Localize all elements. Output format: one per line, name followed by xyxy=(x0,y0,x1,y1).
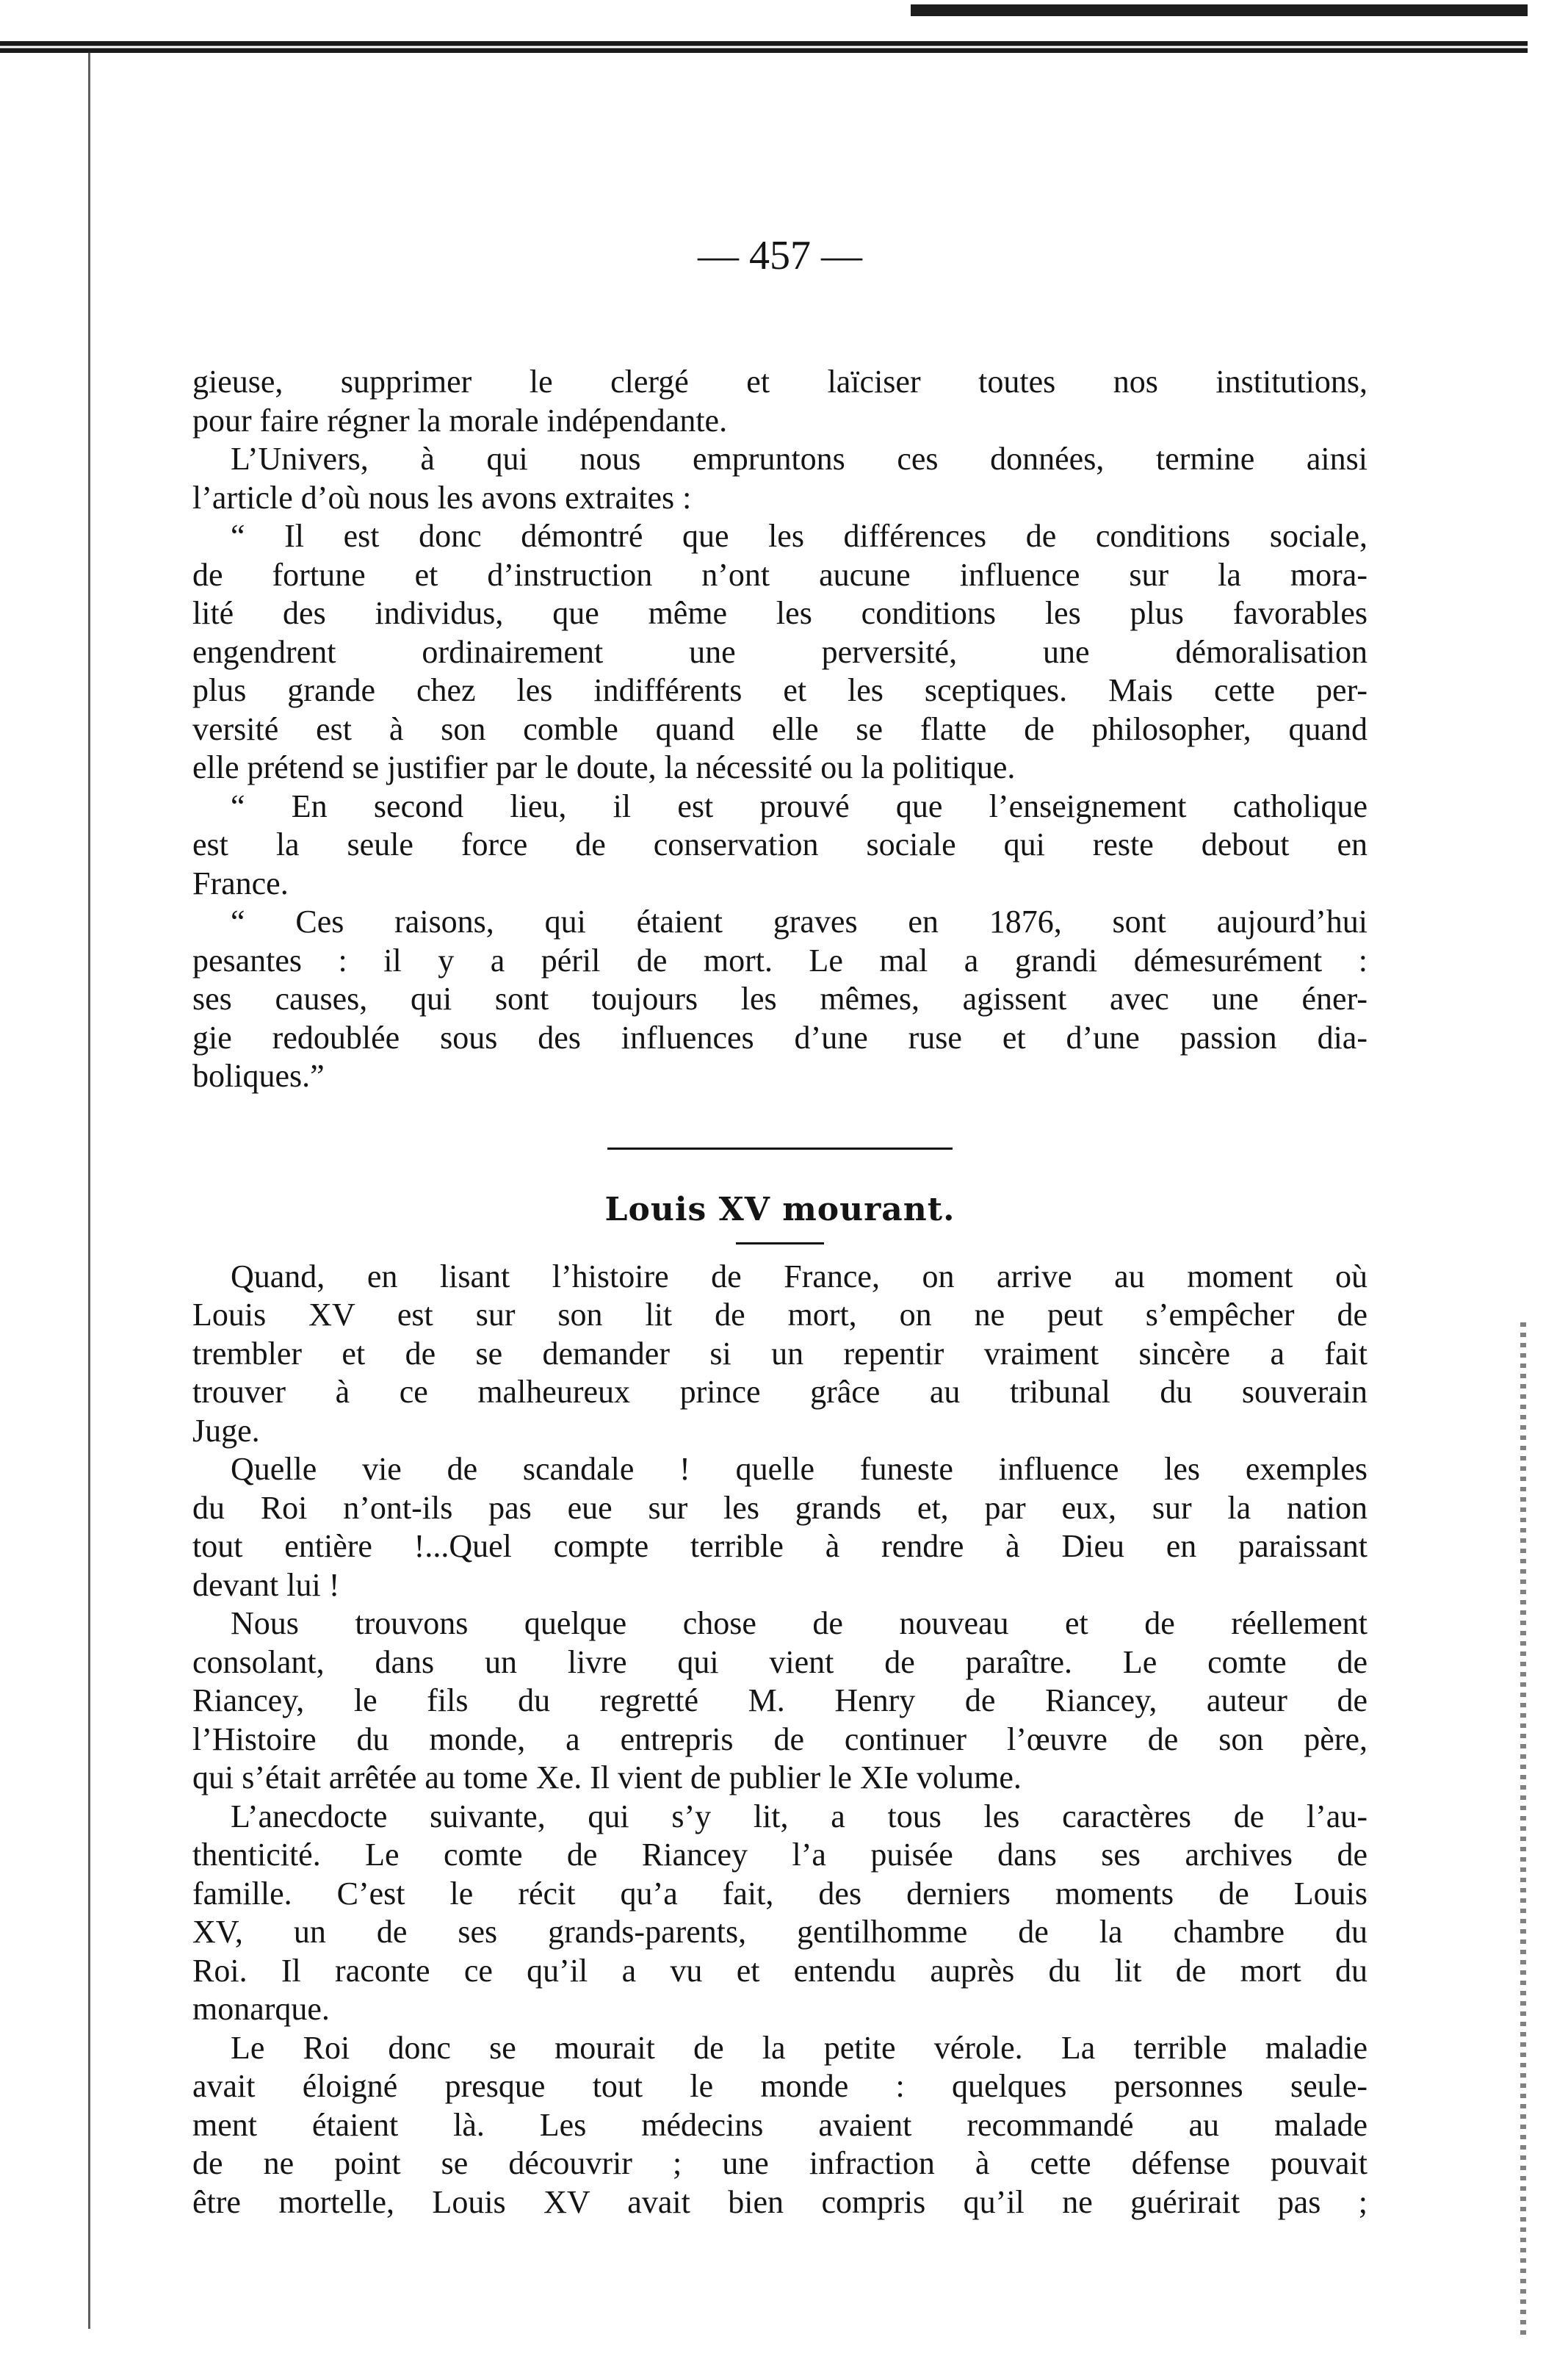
text-line: ment étaient là. Les médecins avaient recommandé au malade xyxy=(192,2106,1368,2143)
text-line: Riancey, le fils du regretté M. Henry de Riancey, auteur de xyxy=(192,1682,1368,1718)
text-line: L’anecdocte suivante, qui s’y lit, a tous les caractères de l’au- xyxy=(231,1798,1368,1834)
scan-border-right xyxy=(1520,1322,1526,2336)
text-line: engendrent ordinairement une perversité, une démoralisation xyxy=(192,633,1368,670)
text-line: consolant, dans un livre qui vient de paraître. Le comte de xyxy=(192,1643,1368,1680)
text-line: l’Histoire du monde, a entrepris de continuer l’œuvre de son père, xyxy=(192,1721,1368,1757)
text-line: boliques.” xyxy=(192,1058,325,1094)
text-line: “ Il est donc démontré que les différences de conditions sociale, xyxy=(231,518,1368,554)
text-line: Nous trouvons quelque chose de nouveau et de réellement xyxy=(231,1605,1368,1641)
text-line: de ne point se découvrir ; une infraction à cette défense pouvait xyxy=(192,2145,1368,2181)
text-line: Quand, en lisant l’histoire de France, on arrive au moment où xyxy=(231,1258,1368,1294)
text-line: Quelle vie de scandale ! quelle funeste influence les exemples xyxy=(231,1451,1368,1487)
text-line: du Roi n’ont-ils pas eue sur les grands et, par eux, sur la nation xyxy=(192,1489,1368,1526)
section-divider xyxy=(607,1148,953,1150)
text-line: “ En second lieu, il est prouvé que l’enseignement catholique xyxy=(231,788,1368,824)
text-line: Juge. xyxy=(192,1412,260,1449)
text-line: pesantes : il y a péril de mort. Le mal a grandi démesurément : xyxy=(192,942,1368,979)
text-line: de fortune et d’instruction n’ont aucune influence sur la mora- xyxy=(192,556,1368,593)
text-line: monarque. xyxy=(192,1991,330,2027)
text-line: famille. C’est le récit qu’a fait, des derniers moments de Louis xyxy=(192,1875,1368,1912)
paragraph-article-3 xyxy=(192,1604,1368,1798)
scan-border-top xyxy=(0,41,1528,53)
page-number: — 457 — xyxy=(698,233,862,278)
text-line: est la seule force de conservation sociale qui reste debout en xyxy=(192,826,1368,862)
text-line: l’article d’où nous les avons extraites : xyxy=(192,479,692,516)
scan-border-top-dark xyxy=(911,4,1528,16)
text-line: lité des individus, que même les conditions les plus favorables xyxy=(192,595,1368,631)
text-line: versité est à son comble quand elle se flatte de philosopher, quand xyxy=(192,710,1368,747)
text-line: Roi. Il raconte ce qu’il a vu et entendu auprès du lit de mort du xyxy=(192,1952,1368,1989)
text-line: trouver à ce malheureux prince grâce au tribunal du souverain xyxy=(192,1374,1368,1410)
paragraph-article-5 xyxy=(192,2029,1368,2222)
text-line: XV, un de ses grands-parents, gentilhomme de la chambre du xyxy=(192,1914,1368,1950)
text-line: L’Univers, à qui nous empruntons ces données, termine ainsi xyxy=(231,441,1368,477)
text-line: ses causes, qui sont toujours les mêmes, agissent avec une éner- xyxy=(192,981,1368,1017)
text-line: avait éloigné presque tout le monde : quelques personnes seule- xyxy=(192,2068,1368,2104)
document-page xyxy=(192,235,1368,2222)
text-line: thenticité. Le comte de Riancey l’a puisée dans ses archives de xyxy=(192,1837,1368,1873)
paragraph-intro xyxy=(192,363,1368,440)
text-line: devant lui ! xyxy=(192,1566,340,1603)
paragraph-article-2 xyxy=(192,1450,1368,1604)
text-line: France. xyxy=(192,865,289,901)
paragraph-article-4 xyxy=(192,1798,1368,2029)
text-line: Louis XV est sur son lit de mort, on ne peut s’empêcher de xyxy=(192,1297,1368,1333)
scan-border-left xyxy=(88,51,90,2329)
paragraph-quote-1 xyxy=(192,517,1368,788)
paragraph-article-1 xyxy=(192,1258,1368,1451)
text-line: être mortelle, Louis XV avait bien compris qu’il ne guérirait pas ; xyxy=(192,2183,1368,2220)
text-line: elle prétend se justifier par le doute, la nécessité ou la politique. xyxy=(192,749,1016,785)
paragraph-quote-3 xyxy=(192,903,1368,1096)
title-underline xyxy=(736,1242,824,1244)
text-line: qui s’était arrêtée au tome Xe. Il vient de publier le XIe volume. xyxy=(192,1759,1022,1795)
text-line: trembler et de se demander si un repentir vraiment sincère a fait xyxy=(192,1335,1368,1372)
text-line: gieuse, supprimer le clergé et laïciser toutes nos institutions, xyxy=(192,364,1368,400)
article-title: Louis XV mourant. xyxy=(604,1190,955,1228)
text-line: Le Roi donc se mourait de la petite vérole. La terrible maladie xyxy=(231,2029,1368,2066)
text-line: pour faire régner la morale indépendante. xyxy=(192,402,728,439)
paragraph-univers xyxy=(192,440,1368,517)
text-line: tout entière !...Quel compte terrible à rendre à Dieu en paraissant xyxy=(192,1528,1368,1564)
paragraph-quote-2 xyxy=(192,788,1368,904)
text-line: “ Ces raisons, qui étaient graves en 1876, sont aujourd’hui xyxy=(231,904,1368,940)
text-line: gie redoublée sous des influences d’une ruse et d’une passion dia- xyxy=(192,1019,1368,1056)
text-line: plus grande chez les indifférents et les sceptiques. Mais cette per- xyxy=(192,672,1368,708)
